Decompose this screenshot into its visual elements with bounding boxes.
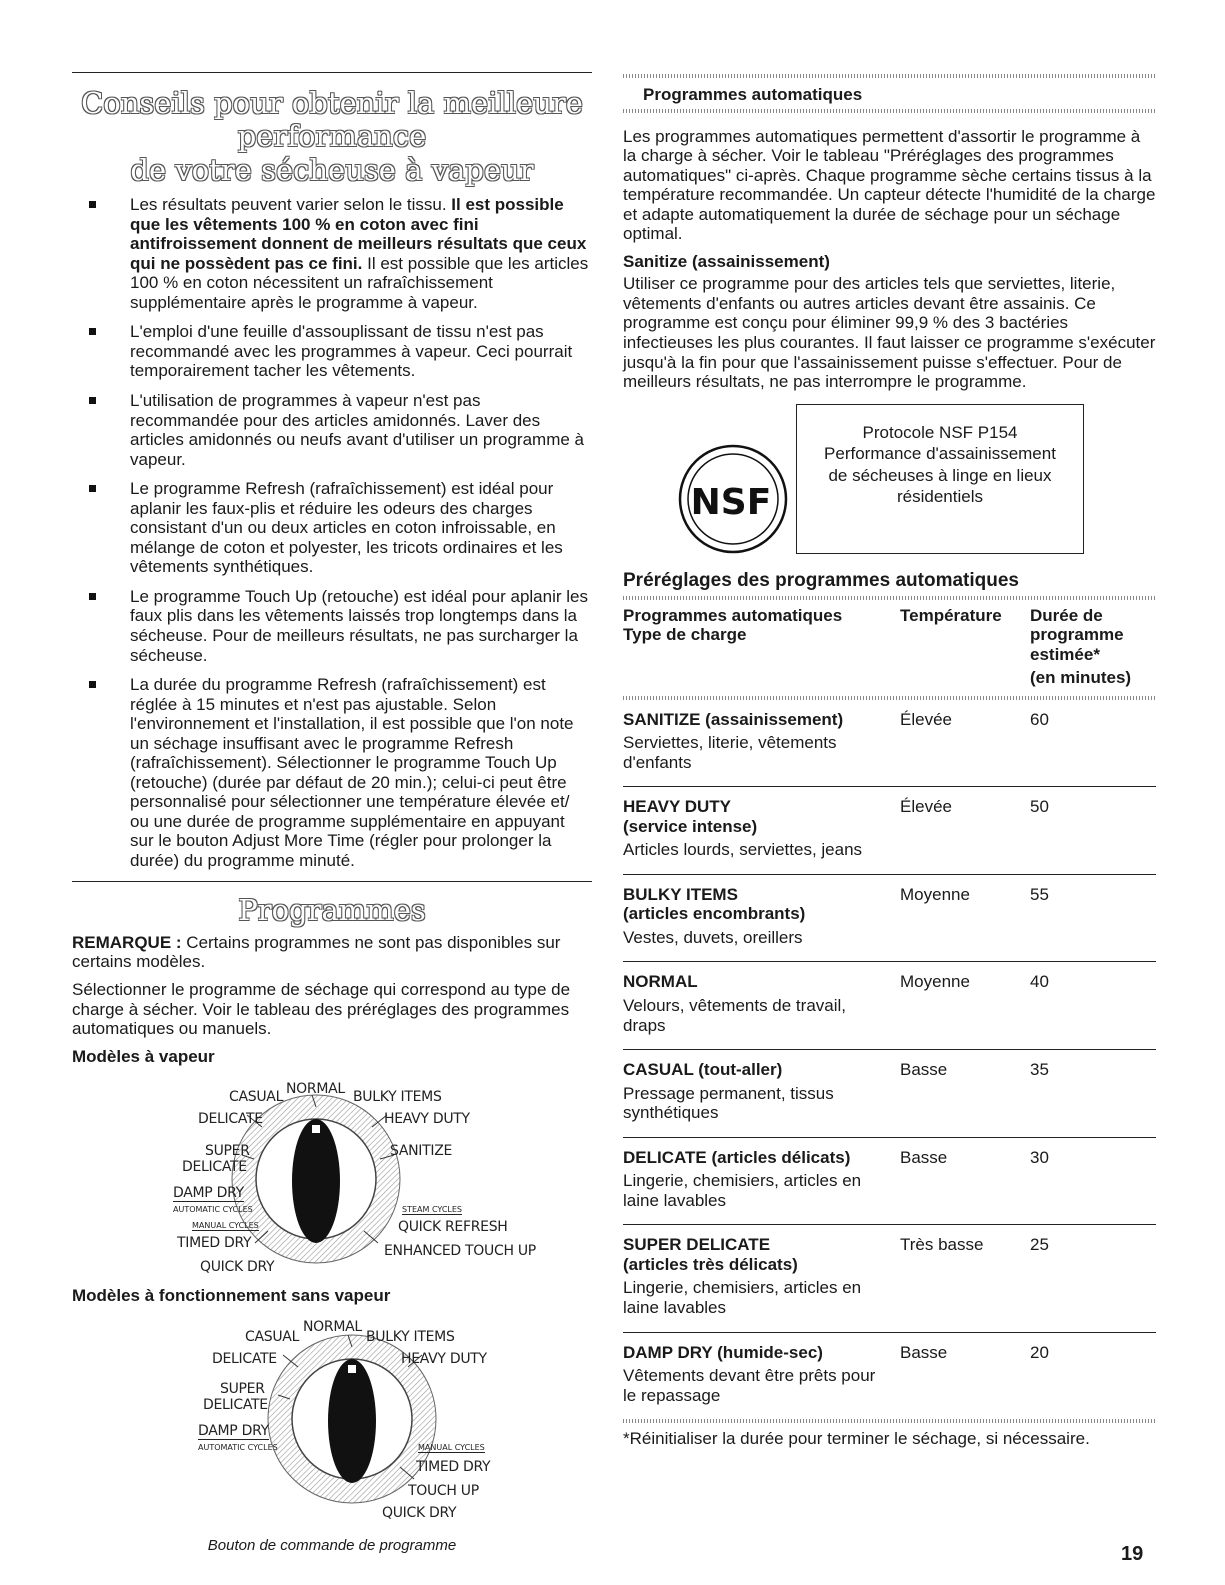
sanitize-heading: Sanitize (assainissement) bbox=[623, 251, 830, 271]
row-temperature: Moyenne bbox=[900, 972, 970, 992]
header-col-programme bbox=[623, 606, 893, 645]
dial1-label-super: SUPER bbox=[205, 1143, 250, 1160]
sanitize-text: Utiliser ce programme pour des articles tels que serviettes, literie, vêtements d'enfants ou autres articles devant être assainis. Ce programme est conçu pour éliminer 99,9 % des 3 bactéries infectieuses les plus courantes. Il faut laisser ce programme s'exécuter jusqu'à la fin pour que l'assainissement puisse s'effectuer. Pour de meilleurs résultats, ne pas interrompre le programme. bbox=[623, 274, 1156, 392]
row-load-type: Articles lourds, serviettes, jeans bbox=[623, 840, 863, 860]
row-duration: 30 bbox=[1030, 1147, 1049, 1167]
nonsteam-models-heading: Modèles à fonctionnement sans vapeur bbox=[72, 1286, 391, 1306]
tip-text-pre: L'emploi d'une feuille d'assouplissant de tissu n'est pas recommandé avec les programmes à vapeur. Ceci pourrait temporairement tacher les vêtements. bbox=[130, 322, 573, 381]
row-load-type: Serviettes, literie, vêtements d'enfants bbox=[623, 733, 837, 772]
row-programme-cell bbox=[623, 962, 893, 1049]
remarque-paragraph bbox=[72, 933, 592, 972]
row-duration: 20 bbox=[1030, 1342, 1049, 1362]
auto-heading-hatch bbox=[623, 109, 1156, 113]
row-duration: 55 bbox=[1030, 884, 1049, 904]
row-duration: 50 bbox=[1030, 797, 1049, 817]
steam-dial bbox=[72, 1069, 592, 1284]
dial2-label-quick-dry: QUICK DRY bbox=[382, 1504, 457, 1521]
row-load-type: Vêtements devant être prêts pour le repassage bbox=[623, 1366, 876, 1405]
dial1-label-steam-cycles: STEAM CYCLES bbox=[402, 1205, 463, 1215]
presets-table-title: Préréglages des programmes automatiques bbox=[623, 569, 1019, 591]
dial1-label-timed: TIMED DRY bbox=[177, 1235, 252, 1252]
dial1-label-normal: NORMAL bbox=[286, 1081, 345, 1098]
row-temperature: Basse bbox=[900, 1342, 948, 1362]
table-row bbox=[623, 1138, 1156, 1226]
tip-item bbox=[72, 391, 592, 469]
remarque-label: REMARQUE : bbox=[72, 932, 182, 952]
dial2-label-auto-cycles: AUTOMATIC CYCLES bbox=[198, 1442, 278, 1452]
dial1-label-manual-cycles: MANUAL CYCLES bbox=[192, 1221, 259, 1231]
dial2-label-manual-cycles: MANUAL CYCLES bbox=[418, 1442, 485, 1452]
steam-models-heading: Modèles à vapeur bbox=[72, 1046, 215, 1066]
row-duration: 35 bbox=[1030, 1060, 1049, 1080]
dial2-label-bulky: BULKY ITEMS bbox=[366, 1328, 455, 1345]
row-programme-cell bbox=[623, 1225, 893, 1331]
auto-programmes-heading: Programmes automatiques bbox=[643, 85, 863, 104]
row-load-type: Pressage permanent, tissus synthétiques bbox=[623, 1083, 834, 1123]
table-row bbox=[623, 962, 1156, 1050]
row-duration: 60 bbox=[1030, 709, 1049, 729]
tip-item bbox=[72, 587, 592, 665]
dial1-label-auto-cycles: AUTOMATIC CYCLES bbox=[173, 1205, 253, 1215]
row-programme-name: SANITIZE (assainissement) bbox=[623, 709, 844, 729]
dial1-label-casual: CASUAL bbox=[229, 1089, 284, 1106]
tip-text-pre: Le programme Touch Up (retouche) est idéal pour aplanir les faux plis dans les vêtements laissés trop longtemps dans la sécheuse. Pour de meilleurs résultats, ne pas surcharger la sécheuse. bbox=[130, 586, 588, 665]
row-load-type: Lingerie, chemisiers, articles en laine lavables bbox=[623, 1171, 862, 1210]
row-temperature: Élevée bbox=[900, 709, 952, 729]
row-programme-name: DELICATE (articles délicats) bbox=[623, 1147, 851, 1167]
right-column bbox=[623, 0, 1156, 1449]
row-temperature: Basse bbox=[900, 1147, 948, 1167]
header-minutes: (en minutes) bbox=[1030, 668, 1132, 688]
row-temperature: Basse bbox=[900, 1060, 948, 1080]
table-row bbox=[623, 1333, 1156, 1420]
nsf-line-1: Protocole NSF P154 bbox=[862, 422, 1018, 442]
nsf-line-4: résidentiels bbox=[897, 487, 983, 507]
nsf-protocol-box bbox=[796, 404, 1084, 554]
row-load-type: Lingerie, chemisiers, articles en laine lavables bbox=[623, 1278, 862, 1317]
header-temperature: Température bbox=[900, 605, 1002, 625]
dial2-label-timed: TIMED DRY bbox=[416, 1458, 491, 1475]
row-programme-name: SUPER DELICATE (articles très délicats) bbox=[623, 1235, 798, 1274]
dial2-label-casual: CASUAL bbox=[245, 1328, 300, 1345]
row-duration: 40 bbox=[1030, 972, 1049, 992]
bullet-square-icon bbox=[89, 201, 96, 208]
row-duration: 25 bbox=[1030, 1235, 1049, 1255]
tips-title bbox=[72, 87, 592, 187]
row-temperature: Moyenne bbox=[900, 884, 970, 904]
nonsteam-dial bbox=[72, 1309, 592, 1523]
tips-title-line-2: de votre sécheuse à vapeur bbox=[130, 152, 534, 187]
top-hatch-right bbox=[623, 74, 1156, 78]
dial1-label-quick-dry: QUICK DRY bbox=[200, 1259, 275, 1276]
programmes-title: Programmes bbox=[238, 892, 426, 927]
row-programme-name: DAMP DRY (humide-sec) bbox=[623, 1342, 823, 1362]
row-programme-cell bbox=[623, 787, 893, 874]
left-column bbox=[72, 0, 592, 1554]
row-programme-cell bbox=[623, 1138, 893, 1225]
tip-item bbox=[72, 195, 592, 312]
tip-text-post: Il est possible que les articles 100 % en coton nécessitent un rafraîchissement supplémentaire après le programme à vapeur. bbox=[130, 253, 589, 312]
tip-item bbox=[72, 322, 592, 381]
select-text: Sélectionner le programme de séchage qui correspond au type de charge à sécher. Voir le tableau des préréglages des programmes automatiques ou manuels. bbox=[72, 979, 571, 1039]
table-bottom-hatch bbox=[623, 1419, 1156, 1423]
programmes-rule bbox=[72, 881, 592, 882]
row-programme-cell bbox=[623, 700, 893, 787]
header-duration: Durée de programme estimée* bbox=[1030, 605, 1124, 664]
dial2-label-normal: NORMAL bbox=[303, 1318, 362, 1335]
dial-caption: Bouton de commande de programme bbox=[207, 1536, 457, 1554]
tip-item bbox=[72, 479, 592, 577]
presets-table-body bbox=[623, 700, 1156, 1420]
dial2-label-super-delicate: DELICATE bbox=[203, 1396, 268, 1413]
dial1-label-bulky: BULKY ITEMS bbox=[353, 1089, 442, 1106]
bullet-square-icon bbox=[89, 593, 96, 600]
dial1-label-super-delicate: DELICATE bbox=[182, 1159, 247, 1176]
tip-text-pre: Le programme Refresh (rafraîchissement) est idéal pour aplanir les faux-plis et réduire les odeurs des charges consistant d'un ou deux articles en coton infroissable, en mélange de coton et polyester, les tricots ordinaires et les vêtements synthétiques. bbox=[130, 479, 563, 577]
remarque-text: Certains programmes ne sont pas disponibles sur certains modèles. bbox=[72, 932, 561, 972]
table-row bbox=[623, 1050, 1156, 1138]
bullet-square-icon bbox=[89, 397, 96, 404]
nsf-logo-text: NSF bbox=[690, 481, 772, 523]
row-programme-cell bbox=[623, 875, 893, 962]
tip-text-bold: Il est possible que les vêtements 100 % en coton avec fini antifroissement donnent de meilleurs résultats que ceux qui ne possèdent pas ce fini. bbox=[130, 195, 587, 273]
nsf-line-2: Performance d'assainissement bbox=[824, 444, 1056, 464]
table-row bbox=[623, 1225, 1156, 1332]
tip-text-pre: Les résultats peuvent varier selon le tissu. bbox=[130, 195, 452, 215]
tip-text-pre: L'utilisation de programmes à vapeur n'est pas recommandée pour des articles amidonnés. Laver des articles amidonnés ou neufs avant d'utiliser un programme à vapeur. bbox=[130, 390, 584, 469]
header-programmes: Programmes automatiques bbox=[623, 605, 843, 625]
row-programme-name: BULKY ITEMS (articles encombrants) bbox=[623, 884, 806, 924]
bullet-square-icon bbox=[89, 328, 96, 335]
header-load-type: Type de charge bbox=[623, 625, 747, 645]
tips-title-line-1: Conseils pour obtenir la meilleure performance bbox=[81, 86, 583, 154]
presets-table-header bbox=[623, 600, 1156, 696]
dial2-label-touch-up: TOUCH UP bbox=[408, 1482, 479, 1499]
tip-item bbox=[72, 675, 592, 870]
row-temperature: Très basse bbox=[900, 1235, 984, 1255]
dial2-label-super: SUPER bbox=[220, 1380, 265, 1397]
row-programme-cell bbox=[623, 1050, 893, 1137]
table-footnote: *Réinitialiser la durée pour terminer le séchage, si nécessaire. bbox=[623, 1429, 1090, 1449]
row-programme-name: NORMAL bbox=[623, 972, 698, 992]
row-temperature: Élevée bbox=[900, 797, 952, 817]
nsf-logo-icon bbox=[678, 444, 788, 554]
header-col-duration bbox=[1030, 606, 1156, 688]
row-programme-name: HEAVY DUTY (service intense) bbox=[623, 797, 758, 836]
nonsteam-dial-graphic bbox=[72, 1309, 592, 1523]
dial1-label-damp: DAMP DRY bbox=[173, 1185, 244, 1202]
table-row bbox=[623, 787, 1156, 875]
nsf-line-3: de sécheuses à linge en lieux bbox=[828, 465, 1052, 485]
dial1-label-delicate: DELICATE bbox=[198, 1111, 263, 1128]
dial1-label-enhanced: ENHANCED TOUCH UP bbox=[384, 1243, 536, 1260]
bullet-square-icon bbox=[89, 681, 96, 688]
bullet-square-icon bbox=[89, 485, 96, 492]
row-programme-cell bbox=[623, 1333, 893, 1420]
page-number: 19 bbox=[1121, 1543, 1144, 1565]
top-rule-left bbox=[72, 72, 592, 73]
dial2-label-heavy: HEAVY DUTY bbox=[401, 1350, 487, 1367]
dial1-label-heavy: HEAVY DUTY bbox=[384, 1111, 470, 1128]
nsf-certification bbox=[623, 404, 1156, 564]
table-row bbox=[623, 875, 1156, 963]
dial2-label-delicate: DELICATE bbox=[212, 1350, 277, 1367]
tips-list bbox=[72, 195, 592, 871]
table-row bbox=[623, 700, 1156, 788]
row-load-type: Velours, vêtements de travail, draps bbox=[623, 995, 847, 1035]
tip-text-pre: La durée du programme Refresh (rafraîchissement) est réglée à 15 minutes et n'est pas ajustable. Selon l'environnement et l'installation, il est possible que l'on note un séchage insuffisant avec le programme Refresh (rafraîchissement). Sélectionner le programme Touch Up (retouche) (durée par défaut de 20 min.); celui-ci peut être personnalisé pour sélectionner une température élevée et/ ou une durée de programme supplémentaire en appuyant sur le bouton Adjust More Time (régler pour prolonger la durée) du programme minuté. bbox=[130, 675, 574, 870]
dial2-label-damp: DAMP DRY bbox=[198, 1422, 269, 1439]
dial1-label-quick-refresh: QUICK REFRESH bbox=[398, 1219, 508, 1236]
auto-programmes-text: Les programmes automatiques permettent d'assortir le programme à la charge à sécher. Voir le tableau "Préréglages des programmes automatiques" ci-après. Chaque programme sèche certains tissus à la température recommandée. Un capteur détecte l'humidité de la charge et adapte automatiquement la durée de séchage pour un séchage optimal. bbox=[623, 126, 1156, 244]
row-programme-name: CASUAL (tout-aller) bbox=[623, 1060, 783, 1080]
dial1-label-sanitize: SANITIZE bbox=[390, 1143, 453, 1160]
row-load-type: Vestes, duvets, oreillers bbox=[623, 927, 803, 947]
